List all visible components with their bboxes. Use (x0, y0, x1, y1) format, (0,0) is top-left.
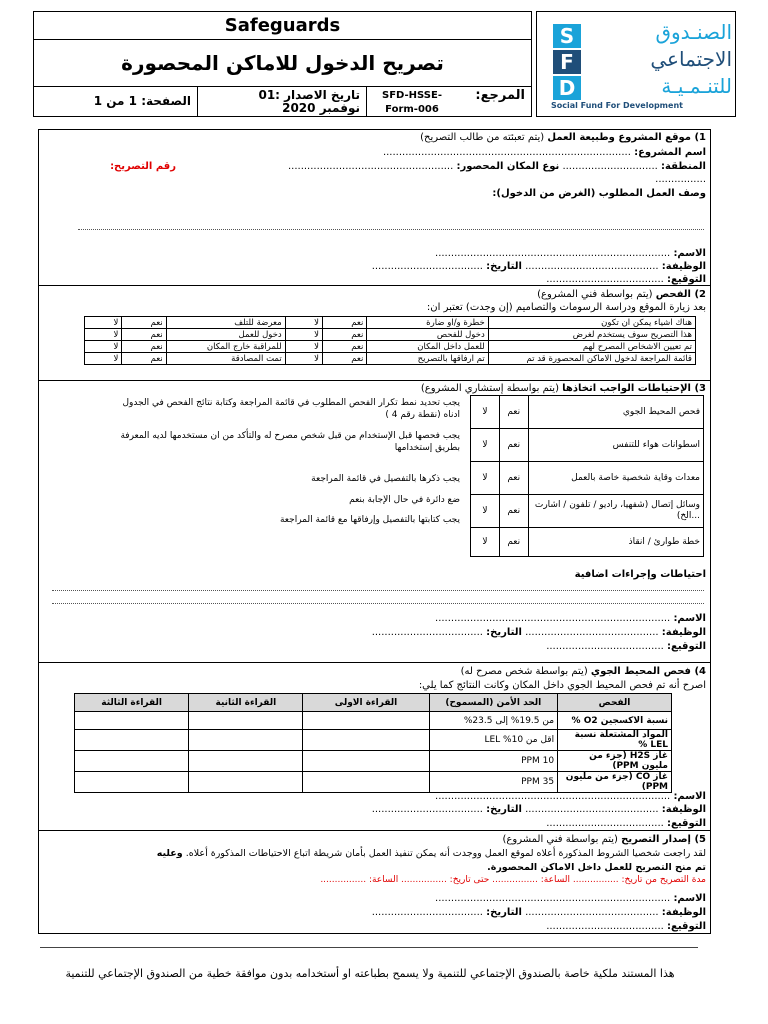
system-title: Safeguards (224, 15, 341, 36)
s3-heading-row (421, 383, 706, 394)
s3-item-3-no[interactable]: لا (471, 462, 500, 495)
s3-item-3-yes[interactable]: نعم (499, 462, 528, 495)
s1-region-row (288, 161, 706, 172)
s3-signature-input[interactable]: ..................................... (546, 641, 664, 652)
s2-row-4-yes-1[interactable]: نعم (322, 353, 366, 365)
s2-row-3-no-1[interactable]: لا (285, 341, 322, 353)
form-title: تصريح الدخول للاماكن المحصورة (121, 51, 444, 75)
logo-letter-f: F (553, 50, 581, 74)
s3-date-input[interactable]: ................................... (371, 627, 483, 638)
s4-col-test: الفحص (558, 694, 672, 712)
table-row (75, 730, 672, 751)
s2-row-1-yes-1[interactable]: نعم (322, 317, 366, 329)
s4-row-1-test: نسبة الاكسجين O2 % (558, 712, 672, 730)
s5-job-row (372, 907, 706, 918)
s2-intro: بعد زيارة الموقع ودراسة الرسومات والتصاميم (إن وجدت) تعتبر ان: (426, 302, 706, 313)
s4-job-input[interactable]: .......................................... (525, 804, 659, 815)
s1-heading-note: (يتم تعبئته من طالب التصريح) (420, 132, 545, 143)
s2-row-1-no-2[interactable]: لا (85, 317, 122, 329)
s3-item-4-note: ضع دائرة في حال الإجابة بنعم (349, 495, 460, 505)
table-row (471, 495, 704, 528)
table-row (85, 353, 696, 365)
s1-region-label: المنطقة: (661, 161, 706, 172)
s3-item-1-no[interactable]: لا (471, 396, 500, 429)
s3-date-label: التاريخ: (486, 627, 522, 638)
s2-row-4-no-2[interactable]: لا (85, 353, 122, 365)
s2-row-3-yes-2[interactable]: نعم (122, 341, 166, 353)
s5-duration[interactable]: مدة التصريح من تاريخ: ................ الساعة: ................ حتى تاريخ: ................ الساعة: ................ (320, 875, 706, 885)
s1-job-input[interactable]: .......................................... (525, 261, 659, 272)
s4-name-label: الاسم: (673, 791, 706, 802)
s2-heading-row (537, 289, 706, 300)
s4-col-limit: الحد الأمن (المسموح) (429, 694, 558, 712)
s3-item-5-no[interactable]: لا (471, 528, 500, 557)
table-row (85, 317, 696, 329)
s4-job-label: الوظيفة: (661, 804, 706, 815)
page-number: الصفحة: 1 من 1 (93, 94, 191, 108)
s4-signature-input[interactable]: ..................................... (546, 818, 664, 829)
s5-job-input[interactable]: .......................................... (525, 907, 659, 918)
s2-row-3-option-1: للعمل داخل المكان (367, 341, 488, 353)
s5-text-1-bold: وعليه (156, 848, 183, 859)
s2-row-2-option-1: دخول للفحص (367, 329, 488, 341)
s4-row-3-test: غاز H2S (جزء من مليون PPM) (558, 751, 672, 772)
s3-item-1-yes[interactable]: نعم (499, 396, 528, 429)
s1-date-input[interactable]: ................................... (371, 261, 483, 272)
table-row (75, 772, 672, 793)
s1-name-label: الاسم: (673, 248, 706, 259)
s4-job-row (372, 804, 706, 815)
table-row (471, 462, 704, 495)
header-system-title-box (33, 11, 532, 40)
s3-item-1-label: فحص المحيط الجوي (528, 396, 703, 429)
s1-project-row (383, 147, 706, 158)
issue-label: تاريخ الاصدار :01 (258, 88, 360, 102)
s4-row-4-reading-1[interactable] (303, 772, 429, 793)
s2-row-1-no-1[interactable]: لا (285, 317, 322, 329)
s2-row-4-question: قائمة المراجعة لدخول الاماكن المحصورة قد تم (488, 353, 695, 365)
s5-signature-row (546, 921, 706, 932)
s4-col-reading-2: القراءة الثانية (189, 694, 303, 712)
reference-box (366, 86, 532, 117)
s1-heading: 1) موقع المشروع وطبيعة العمل (547, 132, 706, 143)
s4-row-3-reading-1[interactable] (303, 751, 429, 772)
s1-project-input[interactable]: .............................................................................. (382, 147, 631, 158)
s4-col-reading-1: القراءة الاولى (303, 694, 429, 712)
s5-text-2: تم منح التصريح للعمل داخل الاماكن المحصورة. (487, 862, 706, 873)
s4-heading-row (461, 666, 706, 677)
s3-item-5-label: خطة طوارئ / انقاذ (528, 528, 703, 557)
reference-value: SFD-HSSE-Form-006 (382, 90, 442, 115)
s2-row-2-option-2: دخول للعمل (166, 329, 285, 341)
logo-arabic-line-3: للتنـمـيـة (661, 74, 732, 98)
s5-signature-label: التوقيع: (667, 921, 706, 932)
s4-row-4-reading-2[interactable] (189, 772, 303, 793)
s1-signature-row (546, 274, 706, 285)
s3-extra-line-1[interactable] (52, 590, 704, 591)
s4-row-2-reading-2[interactable] (189, 730, 303, 751)
table-row (471, 429, 704, 462)
s2-row-1-question: هناك اشياء يمكن ان تكون (488, 317, 695, 329)
s4-row-3-reading-2[interactable] (189, 751, 303, 772)
s3-precautions-table (470, 395, 704, 557)
s1-signature-input[interactable]: ..................................... (546, 274, 664, 285)
s5-signature-input[interactable]: ..................................... (546, 921, 664, 932)
s3-name-row (435, 613, 706, 624)
s5-date-input[interactable]: ................................... (371, 907, 483, 918)
table-row (471, 528, 704, 557)
s2-row-4-no-1[interactable]: لا (285, 353, 322, 365)
table-row (75, 712, 672, 730)
s3-item-2-label: اسطوانات هواء للتنفس (528, 429, 703, 462)
s1-heading-row (420, 132, 706, 143)
s2-row-4-yes-2[interactable]: نعم (122, 353, 166, 365)
s4-row-3-reading-3[interactable] (75, 751, 189, 772)
s4-row-2-reading-1[interactable] (303, 730, 429, 751)
s3-job-label: الوظيفة: (661, 627, 706, 638)
s3-name-label: الاسم: (673, 613, 706, 624)
s1-project-label: اسم المشروع: (634, 147, 706, 158)
s2-row-2-question: هذا التصريح سوف يستخدم لغرض (488, 329, 695, 341)
s1-space-type-label: نوع المكان المحصور: (456, 161, 560, 172)
s5-job-label: الوظيفة: (661, 907, 706, 918)
s2-row-2-yes-2[interactable]: نعم (122, 329, 166, 341)
s3-heading: 3) الإحتياطات الواجب اتخاذها (562, 383, 706, 394)
logo-english: Social Fund For Development (551, 101, 683, 110)
s4-atmosphere-table (74, 693, 672, 793)
s4-row-4-limit: 35 PPM (429, 772, 558, 793)
s3-signature-label: التوقيع: (667, 641, 706, 652)
s5-text-1: لقد راجعت شخصيا الشروط المذكورة أعلاه لموقع العمل ووجدت أنه يمكن تنفيذ العمل بأمان شريطة اتباع الاحتياطات المذكورة أعلاه. (185, 848, 706, 859)
s4-col-reading-3: القراءة الثالثة (75, 694, 189, 712)
table-row (75, 751, 672, 772)
logo-arabic-line-2: الاجتماعي (650, 47, 732, 71)
logo-box (536, 11, 736, 117)
reference-label: المرجع: (475, 88, 525, 103)
s4-row-4-test: غاز CO (جزء من مليون PPM) (558, 772, 672, 793)
s2-row-1-option-2: معرضة للتلف (166, 317, 285, 329)
s1-work-desc: وصف العمل المطلوب (الغرض من الدخول): (492, 188, 706, 199)
s4-date-label: التاريخ: (486, 804, 522, 815)
s1-work-desc-line[interactable] (78, 229, 704, 230)
s1-job-row (372, 261, 706, 272)
s2-row-3-no-2[interactable]: لا (85, 341, 122, 353)
s3-item-4-no[interactable]: لا (471, 495, 500, 528)
s3-job-input[interactable]: .......................................... (525, 627, 659, 638)
s3-item-4-label: وسائل إتصال (شفهيا، راديو / تلفون / اشارت ...الخ) (528, 495, 703, 528)
s2-hazard-table (84, 316, 696, 365)
s4-heading: 4) فحص المحيط الجوي (590, 666, 706, 677)
s4-row-2-reading-3[interactable] (75, 730, 189, 751)
s1-job-label: الوظيفة: (661, 261, 706, 272)
s4-signature-row (546, 818, 706, 829)
s3-item-5-yes[interactable]: نعم (499, 528, 528, 557)
s4-row-1-limit: من 19.5% إلى 23.5% (429, 712, 558, 730)
s4-name-row (435, 791, 706, 802)
issue-date-box (197, 86, 367, 117)
s4-date-input[interactable]: ................................... (371, 804, 483, 815)
s4-name-input[interactable]: .......................................................................... (435, 791, 671, 802)
s3-item-2-yes[interactable]: نعم (499, 429, 528, 462)
s5-date-label: التاريخ: (486, 907, 522, 918)
s1-name-row (435, 248, 706, 259)
s1-signature-label: التوقيع: (667, 274, 706, 285)
header-form-title-box (33, 39, 532, 87)
s3-heading-note: (يتم بواسطة إستشاري المشروع) (420, 383, 559, 394)
issue-value: نوفمبر 2020 (282, 101, 360, 115)
s5-name-input[interactable]: .......................................................................... (435, 893, 671, 904)
page-number-box (33, 86, 198, 117)
s3-extra-label: احتياطات وإجراءات اضافية (574, 569, 706, 580)
s4-heading-note: (يتم بواسطة شخص مصرح له) (460, 666, 588, 677)
s1-name-input[interactable]: .......................................................................... (435, 248, 671, 259)
s2-row-4-option-1: تم ارفاقها بالتصريح (367, 353, 488, 365)
s4-row-3-limit: 10 PPM (429, 751, 558, 772)
s3-item-1-note: يجب تحديد نمط تكرار الفحص المطلوب في قائمة المراجعة وكتابة نتائج الفحص في الجدول ادناه (نقطة رقم 4 ) (122, 398, 460, 420)
s4-intro: اصرح أنه تم فحص المحيط الجوي داخل المكان وكانت النتائج كما يلي: (418, 680, 706, 691)
s2-row-1-option-1: خطرة و/او ضارة (367, 317, 488, 329)
s2-row-1-yes-2[interactable]: نعم (122, 317, 166, 329)
s5-heading-note: (يتم بواسطة فني المشروع) (502, 834, 618, 845)
s2-heading-note: (يتم بواسطة فني المشروع) (537, 289, 653, 300)
table-header-row (75, 694, 672, 712)
s5-text-row (157, 848, 706, 859)
s4-row-1-reading-3[interactable] (75, 712, 189, 730)
s2-row-3-option-2: للمراقبة خارج المكان (166, 341, 285, 353)
s5-name-row (435, 893, 706, 904)
footer-note: هذا المستند ملكية خاصة بالصندوق الإجتماعي للتنمية ولا يسمح بطباعته او أستخدامه بدون موافقة خطية من الصندوق الإجتماعي للتنمية (65, 967, 675, 980)
logo-arabic-line-1: الصنـدوق (655, 20, 732, 44)
s3-extra-line-2[interactable] (52, 603, 704, 604)
s3-item-3-label: معدات وقاية شخصية خاصة بالعمل (528, 462, 703, 495)
s5-name-label: الاسم: (673, 893, 706, 904)
s5-heading: 5) إصدار التصريح (621, 834, 706, 845)
s1-space-type-input[interactable]: .................................................... (287, 161, 454, 172)
s3-item-5-note: يجب كتابتها بالتفصيل وإرفاقها مع قائمة المراجعة (279, 515, 460, 525)
s4-row-1-reading-2[interactable] (189, 712, 303, 730)
s4-row-1-reading-1[interactable] (303, 712, 429, 730)
s3-item-2-no[interactable]: لا (471, 429, 500, 462)
s3-job-row (372, 627, 706, 638)
s3-item-2-note: يجب فحصها قبل الإستخدام من قبل شخص مصرح له والتأكد من ان مستخدمها لديه المعرفة بطريق إستخدامها (120, 431, 460, 453)
s1-date-label: التاريخ: (486, 261, 522, 272)
table-row (85, 341, 696, 353)
table-row (85, 329, 696, 341)
s4-row-2-limit: اقل من 10% LEL (429, 730, 558, 751)
footer-divider (40, 947, 698, 948)
logo-letter-d: D (553, 76, 581, 100)
s4-row-2-test: المواد المشتعلة نسبة LEL % (558, 730, 672, 751)
s2-row-2-yes-1[interactable]: نعم (322, 329, 366, 341)
s3-name-input[interactable]: .......................................................................... (435, 613, 671, 624)
s2-row-2-no-2[interactable]: لا (85, 329, 122, 341)
s4-row-4-reading-3[interactable] (75, 772, 189, 793)
s3-item-3-note: يجب ذكرها بالتفصيل في قائمة المراجعة (311, 474, 460, 484)
table-row (471, 396, 704, 429)
logo-letter-s: S (553, 24, 581, 48)
s1-region-input[interactable]: .............................. (562, 161, 658, 172)
s2-heading: 2) الفحص (655, 289, 706, 300)
s2-row-3-yes-1[interactable]: نعم (322, 341, 366, 353)
s1-permit-no: رقم التصريح: (110, 161, 176, 172)
s3-signature-row (546, 641, 706, 652)
s1-region-cont[interactable]: ................ (655, 174, 706, 185)
s4-signature-label: التوقيع: (667, 818, 706, 829)
s2-row-4-option-2: تمت المصادقة (166, 353, 285, 365)
s2-row-2-no-1[interactable]: لا (285, 329, 322, 341)
s2-row-3-question: تم تعيين الاشخاص المصرح لهم (488, 341, 695, 353)
s5-heading-row (503, 834, 707, 845)
s3-item-4-yes[interactable]: نعم (499, 495, 528, 528)
